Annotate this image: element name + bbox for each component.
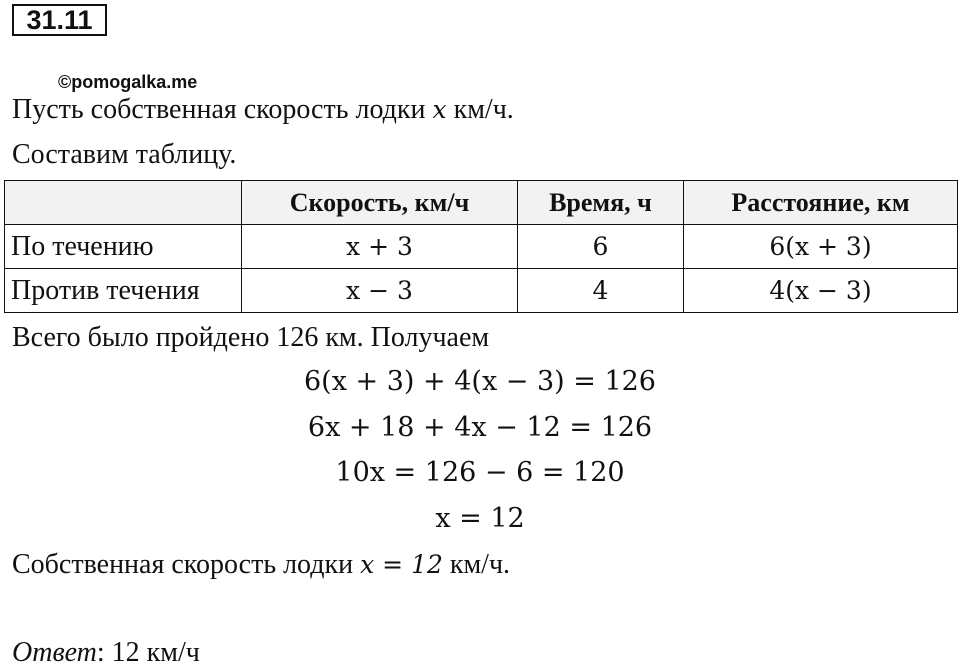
row-speed <box>242 225 518 269</box>
conclusion-text: Собственная скорость лодки <box>12 549 361 580</box>
answer-label: Ответ <box>12 637 97 668</box>
conclusion-math: x = 12 <box>360 550 443 579</box>
table-header-distance: Расстояние, км <box>683 181 957 225</box>
problem-number: 31.11 <box>12 4 107 36</box>
row-speed <box>242 269 518 313</box>
intro-text: Пусть собственная скорость лодки <box>12 94 433 125</box>
conclusion-unit: км/ч. <box>442 549 511 580</box>
table-row <box>5 269 958 313</box>
row-speed-value: x + 3 <box>346 232 413 261</box>
table-header-time: Время, ч <box>517 181 683 225</box>
total-line: Всего было пройдено 126 км. Получаем <box>12 322 490 353</box>
row-time: 4 <box>517 269 683 313</box>
row-distance: 6(x + 3) <box>683 225 957 269</box>
row-distance: 4(x − 3) <box>683 269 957 313</box>
table-header-empty <box>5 181 242 225</box>
make-table-line: Составим таблицу. <box>12 139 237 170</box>
equation-1: 6(x + 3) + 4(x − 3) = 126 <box>304 366 656 397</box>
answer-line <box>12 637 200 669</box>
row-speed-value: x − 3 <box>346 276 413 305</box>
row-time: 6 <box>517 225 683 269</box>
conclusion-line <box>12 549 510 581</box>
answer-value: : 12 км/ч <box>96 637 200 668</box>
equation-3: 10x = 126 − 6 = 120 <box>335 457 625 488</box>
row-label: Против течения <box>5 269 242 313</box>
equation-4: x = 12 <box>435 503 525 534</box>
table-header-row <box>5 181 958 225</box>
intro-line <box>12 94 514 126</box>
motion-table <box>4 180 958 313</box>
table-row <box>5 225 958 269</box>
equation-2: 6x + 18 + 4x − 12 = 126 <box>307 412 653 443</box>
intro-unit: км/ч. <box>446 94 514 125</box>
watermark: ©pomogalka.me <box>58 72 198 92</box>
intro-variable: x <box>432 95 447 124</box>
table-header-speed: Скорость, км/ч <box>242 181 518 225</box>
row-label: По течению <box>5 225 242 269</box>
